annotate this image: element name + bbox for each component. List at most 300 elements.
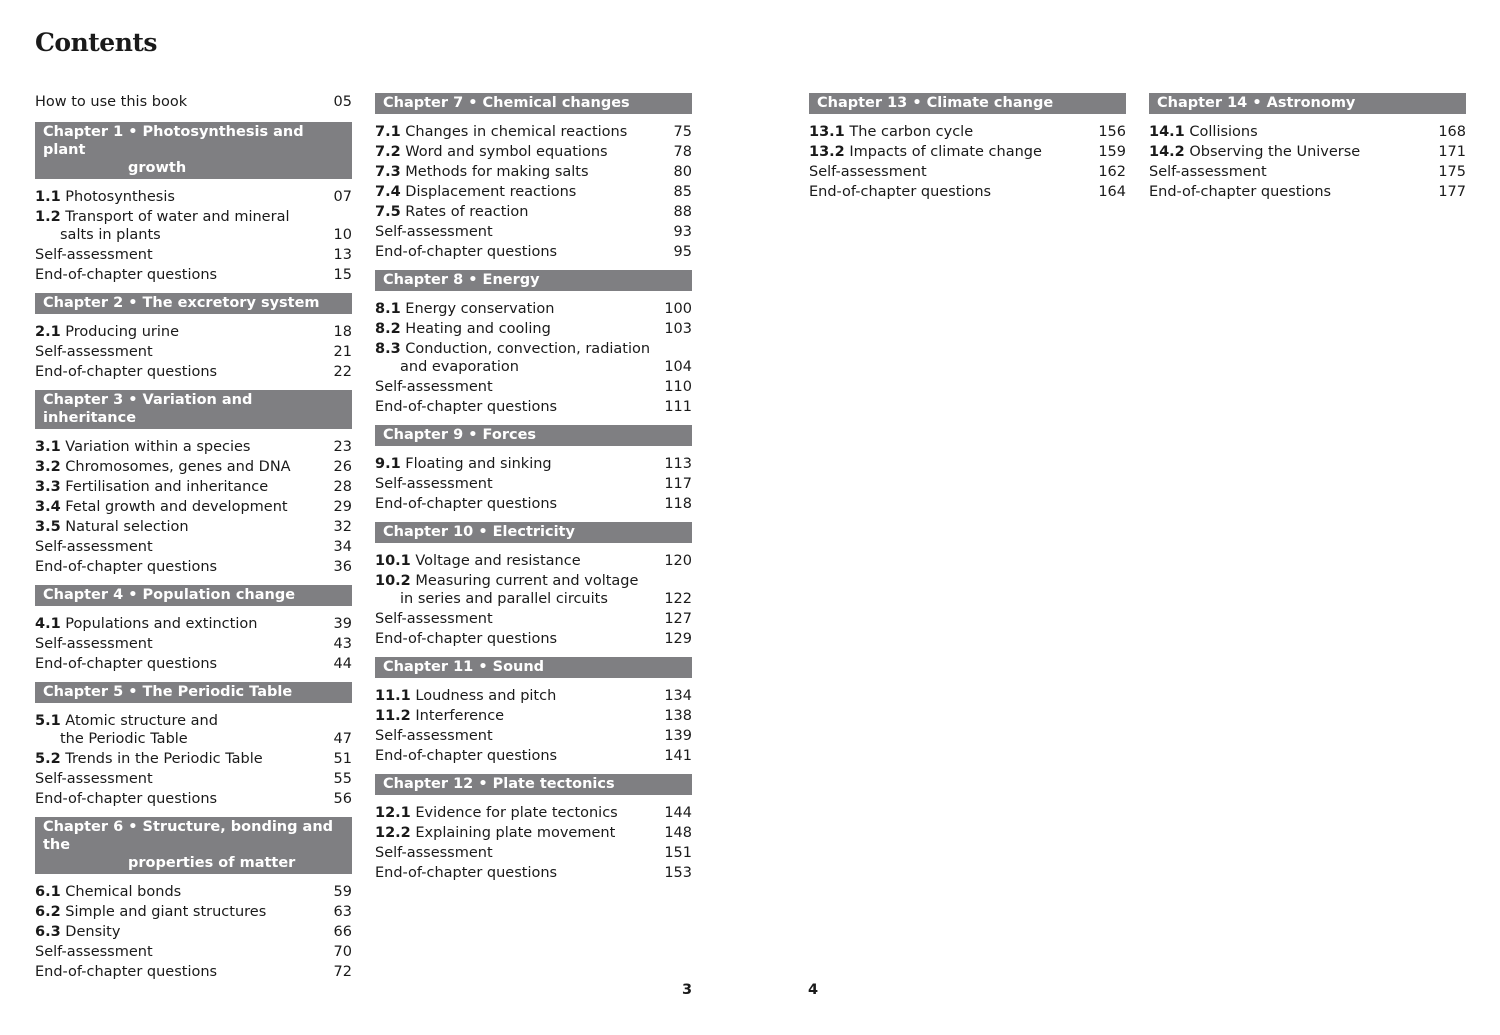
section-title: Self-assessment bbox=[1149, 164, 1267, 180]
toc-entry-page: 138 bbox=[664, 708, 692, 724]
section-title: Self-assessment bbox=[375, 379, 493, 395]
section-title: Self-assessment bbox=[35, 944, 153, 960]
toc-entry[interactable] bbox=[35, 208, 352, 244]
toc-entry-label bbox=[375, 824, 664, 842]
toc-entry[interactable] bbox=[809, 143, 1126, 161]
toc-entry[interactable] bbox=[809, 123, 1126, 141]
section-title: Energy conservation bbox=[405, 301, 555, 317]
toc-entry-page: 148 bbox=[664, 825, 692, 841]
toc-entry[interactable] bbox=[1149, 163, 1466, 181]
chapter-heading bbox=[35, 293, 352, 314]
toc-entry-page: 117 bbox=[664, 476, 692, 492]
section-title: Chemical bonds bbox=[65, 884, 182, 900]
toc-entry-label bbox=[35, 615, 334, 633]
toc-entry-label bbox=[1149, 183, 1438, 201]
section-title: Simple and giant structures bbox=[65, 904, 267, 920]
toc-entry[interactable] bbox=[375, 707, 692, 725]
toc-entry-label bbox=[375, 183, 674, 201]
section-title: Chromosomes, genes and DNA bbox=[65, 459, 291, 475]
section-title: End-of-chapter questions bbox=[1149, 184, 1332, 200]
toc-entry-page: 15 bbox=[333, 267, 352, 283]
toc-entry-page: 177 bbox=[1438, 184, 1466, 200]
toc-entry-page: 43 bbox=[333, 636, 352, 652]
toc-entry-label bbox=[1149, 123, 1438, 141]
chapter-title-line: properties of matter bbox=[128, 855, 296, 871]
section-number: 10.1 bbox=[375, 553, 411, 569]
toc-entry-label bbox=[375, 300, 664, 318]
toc-entry-page: 110 bbox=[664, 379, 692, 395]
toc-entry[interactable] bbox=[35, 770, 352, 788]
toc-entry[interactable] bbox=[35, 188, 352, 206]
toc-entry[interactable] bbox=[35, 615, 352, 633]
chapter-title-line: Chapter 14 • Astronomy bbox=[1157, 95, 1356, 111]
toc-entry-page: 18 bbox=[333, 324, 352, 340]
section-number: 6.3 bbox=[35, 924, 61, 940]
section-number: 8.1 bbox=[375, 301, 401, 317]
toc-entry-label bbox=[375, 804, 664, 822]
toc-entry-page: 88 bbox=[673, 204, 692, 220]
section-title: Transport of water and mineral bbox=[65, 209, 290, 225]
section-title: Collisions bbox=[1189, 124, 1258, 140]
toc-entry[interactable] bbox=[35, 923, 352, 941]
chapter-heading bbox=[809, 93, 1126, 114]
section-title-continued: the Periodic Table bbox=[60, 731, 188, 747]
chapter-heading bbox=[375, 774, 692, 795]
toc-entry-label bbox=[35, 208, 334, 244]
section-title: End-of-chapter questions bbox=[35, 559, 218, 575]
chapter-title-line: growth bbox=[128, 160, 187, 176]
section-title: Rates of reaction bbox=[405, 204, 529, 220]
section-number: 5.1 bbox=[35, 713, 61, 729]
toc-entry-page: 39 bbox=[333, 616, 352, 632]
section-title: End-of-chapter questions bbox=[35, 267, 218, 283]
toc-entry-page: 151 bbox=[664, 845, 692, 861]
toc-entry[interactable] bbox=[35, 963, 352, 981]
section-title: Interference bbox=[415, 708, 505, 724]
toc-entry-page: 47 bbox=[333, 731, 352, 747]
section-title: End-of-chapter questions bbox=[35, 964, 218, 980]
section-title-continued: in series and parallel circuits bbox=[400, 591, 608, 607]
toc-entry-page: 175 bbox=[1438, 164, 1466, 180]
section-title: Density bbox=[65, 924, 121, 940]
toc-entry-label bbox=[35, 883, 334, 901]
contents-column-4 bbox=[1149, 93, 1466, 203]
toc-entry[interactable] bbox=[35, 246, 352, 264]
section-title: Fetal growth and development bbox=[65, 499, 288, 515]
toc-entry-label bbox=[1149, 163, 1438, 181]
toc-entry-label bbox=[375, 475, 664, 493]
toc-entry-page: 23 bbox=[333, 439, 352, 455]
toc-entry[interactable] bbox=[375, 727, 692, 745]
toc-entry-page: 51 bbox=[333, 751, 352, 767]
chapter-title-line: Chapter 8 • Energy bbox=[383, 272, 540, 288]
section-title: Populations and extinction bbox=[65, 616, 258, 632]
section-title: Producing urine bbox=[65, 324, 179, 340]
toc-entry-page: 36 bbox=[333, 559, 352, 575]
chapter-heading bbox=[375, 93, 692, 114]
toc-entry-label bbox=[375, 727, 664, 745]
section-number: 3.2 bbox=[35, 459, 61, 475]
toc-entry-label bbox=[35, 518, 334, 536]
toc-entry-label bbox=[809, 183, 1098, 201]
toc-entry[interactable] bbox=[35, 266, 352, 284]
section-number: 1.1 bbox=[35, 189, 61, 205]
section-title: Fertilisation and inheritance bbox=[65, 479, 269, 495]
section-title: Heating and cooling bbox=[405, 321, 551, 337]
section-number: 3.3 bbox=[35, 479, 61, 495]
chapter-title-line: Chapter 7 • Chemical changes bbox=[383, 95, 630, 111]
chapter-title-line: Chapter 11 • Sound bbox=[383, 659, 545, 675]
toc-entry-label bbox=[375, 320, 664, 338]
section-number: 11.2 bbox=[375, 708, 411, 724]
chapter-title-line: Chapter 6 • Structure, bonding and the bbox=[43, 819, 334, 853]
toc-entry-page: 28 bbox=[333, 479, 352, 495]
toc-entry[interactable] bbox=[375, 143, 692, 161]
toc-entry-label bbox=[809, 143, 1098, 161]
toc-entry[interactable] bbox=[375, 203, 692, 221]
toc-entry[interactable] bbox=[35, 363, 352, 381]
section-title: End-of-chapter questions bbox=[375, 631, 558, 647]
toc-entry-label bbox=[375, 610, 664, 628]
contents-column-1 bbox=[35, 93, 352, 983]
section-title: Natural selection bbox=[65, 519, 189, 535]
toc-entry-label bbox=[35, 558, 334, 576]
page-title: Contents bbox=[35, 28, 158, 57]
toc-entry-page: 78 bbox=[673, 144, 692, 160]
contents-column-2 bbox=[375, 93, 692, 884]
toc-entry[interactable] bbox=[35, 790, 352, 808]
toc-entry-page: 100 bbox=[664, 301, 692, 317]
toc-entry-label bbox=[35, 478, 334, 496]
chapter-title-line: Chapter 5 • The Periodic Table bbox=[43, 684, 293, 700]
toc-entry-how-to-use[interactable] bbox=[35, 93, 352, 111]
section-number: 7.4 bbox=[375, 184, 401, 200]
section-title: End-of-chapter questions bbox=[35, 364, 218, 380]
toc-entry[interactable] bbox=[1149, 183, 1466, 201]
toc-entry-label: How to use this book bbox=[35, 94, 188, 110]
toc-entry-label bbox=[35, 323, 334, 341]
toc-entry-label bbox=[35, 790, 334, 808]
toc-entry[interactable] bbox=[375, 844, 692, 862]
toc-entry-page: 144 bbox=[664, 805, 692, 821]
toc-entry-page: 70 bbox=[333, 944, 352, 960]
toc-entry[interactable] bbox=[35, 655, 352, 673]
toc-entry[interactable] bbox=[35, 635, 352, 653]
toc-entry[interactable] bbox=[375, 123, 692, 141]
section-number: 7.5 bbox=[375, 204, 401, 220]
toc-entry[interactable] bbox=[375, 630, 692, 648]
section-number: 10.2 bbox=[375, 573, 411, 589]
toc-entry-page: 111 bbox=[664, 399, 692, 415]
section-title: Explaining plate movement bbox=[415, 825, 616, 841]
section-title: Changes in chemical reactions bbox=[405, 124, 628, 140]
toc-entry-label bbox=[35, 538, 334, 556]
section-title: Displacement reactions bbox=[405, 184, 577, 200]
chapter-heading bbox=[35, 390, 352, 429]
toc-entry[interactable] bbox=[375, 495, 692, 513]
toc-entry[interactable] bbox=[375, 163, 692, 181]
toc-entry-label bbox=[375, 243, 674, 261]
toc-entry-label bbox=[35, 266, 334, 284]
toc-entry-page: 66 bbox=[333, 924, 352, 940]
toc-entry[interactable] bbox=[809, 183, 1126, 201]
chapter-heading bbox=[375, 657, 692, 678]
toc-entry-label bbox=[375, 203, 674, 221]
chapter-title-line: Chapter 13 • Climate change bbox=[817, 95, 1054, 111]
toc-entry-page: 122 bbox=[664, 591, 692, 607]
page-number-left: 3 bbox=[682, 982, 693, 998]
toc-entry[interactable] bbox=[35, 558, 352, 576]
chapter-heading bbox=[375, 522, 692, 543]
section-number: 6.1 bbox=[35, 884, 61, 900]
toc-entry-page: 26 bbox=[333, 459, 352, 475]
toc-entry-label bbox=[375, 687, 664, 705]
section-title-continued: and evaporation bbox=[400, 359, 519, 375]
toc-entry[interactable] bbox=[375, 687, 692, 705]
chapter-title-line: Chapter 1 • Photosynthesis and plant bbox=[43, 124, 304, 158]
toc-entry-label bbox=[35, 750, 334, 768]
chapter-heading bbox=[35, 817, 352, 874]
toc-entry-label bbox=[35, 498, 334, 516]
toc-entry[interactable] bbox=[375, 320, 692, 338]
section-number: 4.1 bbox=[35, 616, 61, 632]
toc-entry-page: 164 bbox=[1098, 184, 1126, 200]
toc-entry-label bbox=[375, 340, 664, 376]
toc-entry-page: 129 bbox=[664, 631, 692, 647]
toc-entry-label bbox=[375, 572, 664, 608]
toc-entry[interactable] bbox=[375, 552, 692, 570]
chapter-title-line: Chapter 12 • Plate tectonics bbox=[383, 776, 615, 792]
toc-entry-label bbox=[375, 143, 674, 161]
toc-entry-page: 72 bbox=[333, 964, 352, 980]
toc-entry-label bbox=[35, 712, 334, 748]
section-number: 9.1 bbox=[375, 456, 401, 472]
chapter-heading bbox=[375, 425, 692, 446]
chapter-heading bbox=[35, 122, 352, 179]
section-title: Self-assessment bbox=[35, 344, 153, 360]
section-title: Word and symbol equations bbox=[405, 144, 608, 160]
toc-entry-page: 75 bbox=[673, 124, 692, 140]
chapter-title-line: Chapter 3 • Variation and inheritance bbox=[43, 392, 253, 426]
toc-entry-label bbox=[375, 378, 664, 396]
toc-entry-label bbox=[809, 163, 1098, 181]
toc-entry-page: 05 bbox=[333, 94, 352, 110]
toc-entry-label bbox=[375, 844, 664, 862]
section-number: 6.2 bbox=[35, 904, 61, 920]
toc-entry-label bbox=[375, 707, 664, 725]
toc-entry-page: 59 bbox=[333, 884, 352, 900]
toc-entry[interactable] bbox=[375, 864, 692, 882]
section-title: Loudness and pitch bbox=[415, 688, 557, 704]
toc-entry-label bbox=[35, 188, 334, 206]
toc-entry-label bbox=[35, 943, 334, 961]
toc-entry-page: 34 bbox=[333, 539, 352, 555]
section-title: End-of-chapter questions bbox=[375, 399, 558, 415]
toc-entry-label bbox=[375, 123, 674, 141]
toc-entry-label bbox=[35, 635, 334, 653]
toc-entry-page: 118 bbox=[664, 496, 692, 512]
toc-entry-label bbox=[35, 343, 334, 361]
toc-entry-label bbox=[375, 552, 664, 570]
toc-entry-page: 07 bbox=[333, 189, 352, 205]
toc-entry-page: 171 bbox=[1438, 144, 1466, 160]
section-title: Conduction, convection, radiation bbox=[405, 341, 651, 357]
section-title: End-of-chapter questions bbox=[375, 865, 558, 881]
toc-entry[interactable] bbox=[375, 243, 692, 261]
toc-entry-page: 153 bbox=[664, 865, 692, 881]
toc-entry[interactable] bbox=[35, 750, 352, 768]
toc-entry-label bbox=[1149, 143, 1438, 161]
toc-entry[interactable] bbox=[375, 183, 692, 201]
toc-entry[interactable] bbox=[35, 538, 352, 556]
section-number: 8.3 bbox=[375, 341, 401, 357]
section-title-continued: salts in plants bbox=[60, 227, 161, 243]
toc-entry-label bbox=[375, 223, 674, 241]
section-title: Self-assessment bbox=[375, 611, 493, 627]
toc-entry[interactable] bbox=[375, 340, 692, 376]
toc-entry[interactable] bbox=[35, 903, 352, 921]
chapter-heading bbox=[375, 270, 692, 291]
section-title: Observing the Universe bbox=[1189, 144, 1361, 160]
toc-entry-label bbox=[35, 903, 334, 921]
toc-entry[interactable] bbox=[35, 478, 352, 496]
section-title: Floating and sinking bbox=[405, 456, 552, 472]
chapter-title-line: Chapter 10 • Electricity bbox=[383, 524, 575, 540]
toc-entry-page: 162 bbox=[1098, 164, 1126, 180]
toc-entry[interactable] bbox=[35, 943, 352, 961]
section-number: 12.2 bbox=[375, 825, 411, 841]
toc-entry[interactable] bbox=[35, 518, 352, 536]
section-title: Self-assessment bbox=[375, 224, 493, 240]
toc-entry[interactable] bbox=[375, 572, 692, 608]
toc-entry[interactable] bbox=[35, 883, 352, 901]
toc-entry[interactable] bbox=[35, 498, 352, 516]
contents-column-3 bbox=[809, 93, 1126, 203]
section-title: Impacts of climate change bbox=[849, 144, 1042, 160]
section-number: 12.1 bbox=[375, 805, 411, 821]
toc-entry[interactable] bbox=[375, 824, 692, 842]
toc-entry[interactable] bbox=[375, 378, 692, 396]
section-title: Voltage and resistance bbox=[415, 553, 581, 569]
section-title: Evidence for plate tectonics bbox=[415, 805, 618, 821]
toc-entry-label bbox=[35, 458, 334, 476]
toc-entry-page: 139 bbox=[664, 728, 692, 744]
toc-entry[interactable] bbox=[375, 475, 692, 493]
page-number-right: 4 bbox=[808, 982, 819, 998]
toc-entry-page: 159 bbox=[1098, 144, 1126, 160]
section-number: 3.4 bbox=[35, 499, 61, 515]
section-number: 14.1 bbox=[1149, 124, 1185, 140]
section-title: End-of-chapter questions bbox=[375, 748, 558, 764]
section-title: Self-assessment bbox=[35, 771, 153, 787]
toc-entry-page: 127 bbox=[664, 611, 692, 627]
toc-entry-page: 93 bbox=[673, 224, 692, 240]
toc-entry-page: 104 bbox=[664, 359, 692, 375]
toc-entry-label bbox=[375, 864, 664, 882]
toc-entry-page: 156 bbox=[1098, 124, 1126, 140]
toc-entry-label bbox=[35, 246, 334, 264]
toc-entry-label bbox=[809, 123, 1098, 141]
toc-entry-label bbox=[375, 455, 664, 473]
toc-entry[interactable] bbox=[375, 223, 692, 241]
toc-entry[interactable] bbox=[809, 163, 1126, 181]
toc-entry[interactable] bbox=[35, 343, 352, 361]
section-title: Methods for making salts bbox=[405, 164, 589, 180]
section-title: Self-assessment bbox=[35, 539, 153, 555]
toc-entry[interactable] bbox=[375, 610, 692, 628]
section-title: End-of-chapter questions bbox=[809, 184, 992, 200]
section-title: End-of-chapter questions bbox=[35, 791, 218, 807]
section-number: 13.2 bbox=[809, 144, 845, 160]
toc-entry-page: 113 bbox=[664, 456, 692, 472]
toc-entry[interactable] bbox=[375, 398, 692, 416]
toc-entry[interactable] bbox=[35, 712, 352, 748]
toc-entry-page: 63 bbox=[333, 904, 352, 920]
toc-entry[interactable] bbox=[375, 455, 692, 473]
toc-entry-page: 141 bbox=[664, 748, 692, 764]
section-title: Measuring current and voltage bbox=[415, 573, 639, 589]
toc-entry-page: 168 bbox=[1438, 124, 1466, 140]
section-number: 7.3 bbox=[375, 164, 401, 180]
section-number: 7.2 bbox=[375, 144, 401, 160]
toc-entry-label bbox=[375, 495, 664, 513]
section-title: End-of-chapter questions bbox=[375, 496, 558, 512]
section-title: Self-assessment bbox=[375, 476, 493, 492]
toc-entry-page: 85 bbox=[673, 184, 692, 200]
toc-entry-label bbox=[35, 963, 334, 981]
toc-entry[interactable] bbox=[35, 438, 352, 456]
toc-entry-page: 55 bbox=[333, 771, 352, 787]
toc-entry-page: 120 bbox=[664, 553, 692, 569]
toc-entry-label bbox=[375, 747, 664, 765]
section-title: Self-assessment bbox=[35, 636, 153, 652]
toc-entry-page: 22 bbox=[333, 364, 352, 380]
chapter-heading bbox=[1149, 93, 1466, 114]
toc-entry-page: 56 bbox=[333, 791, 352, 807]
toc-entry-label bbox=[35, 438, 334, 456]
toc-entry[interactable] bbox=[35, 458, 352, 476]
section-number: 5.2 bbox=[35, 751, 61, 767]
toc-entry-label bbox=[375, 163, 674, 181]
toc-entry[interactable] bbox=[375, 747, 692, 765]
toc-entry-label bbox=[35, 363, 334, 381]
section-number: 3.1 bbox=[35, 439, 61, 455]
toc-entry[interactable] bbox=[375, 804, 692, 822]
toc-entry-page: 13 bbox=[333, 247, 352, 263]
toc-entry-label bbox=[35, 923, 334, 941]
toc-entry-page: 29 bbox=[333, 499, 352, 515]
toc-entry[interactable] bbox=[375, 300, 692, 318]
chapter-heading bbox=[35, 585, 352, 606]
section-number: 13.1 bbox=[809, 124, 845, 140]
toc-entry[interactable] bbox=[1149, 123, 1466, 141]
section-number: 14.2 bbox=[1149, 144, 1185, 160]
toc-entry-page: 21 bbox=[333, 344, 352, 360]
section-title: Atomic structure and bbox=[65, 713, 218, 729]
toc-entry[interactable] bbox=[35, 323, 352, 341]
toc-entry-page: 32 bbox=[333, 519, 352, 535]
toc-entry-page: 95 bbox=[673, 244, 692, 260]
section-number: 1.2 bbox=[35, 209, 61, 225]
section-title: Trends in the Periodic Table bbox=[65, 751, 263, 767]
section-number: 8.2 bbox=[375, 321, 401, 337]
section-number: 7.1 bbox=[375, 124, 401, 140]
toc-entry-page: 10 bbox=[333, 227, 352, 243]
toc-entry-label bbox=[35, 770, 334, 788]
toc-entry[interactable] bbox=[1149, 143, 1466, 161]
chapter-heading bbox=[35, 682, 352, 703]
toc-entry-page: 134 bbox=[664, 688, 692, 704]
